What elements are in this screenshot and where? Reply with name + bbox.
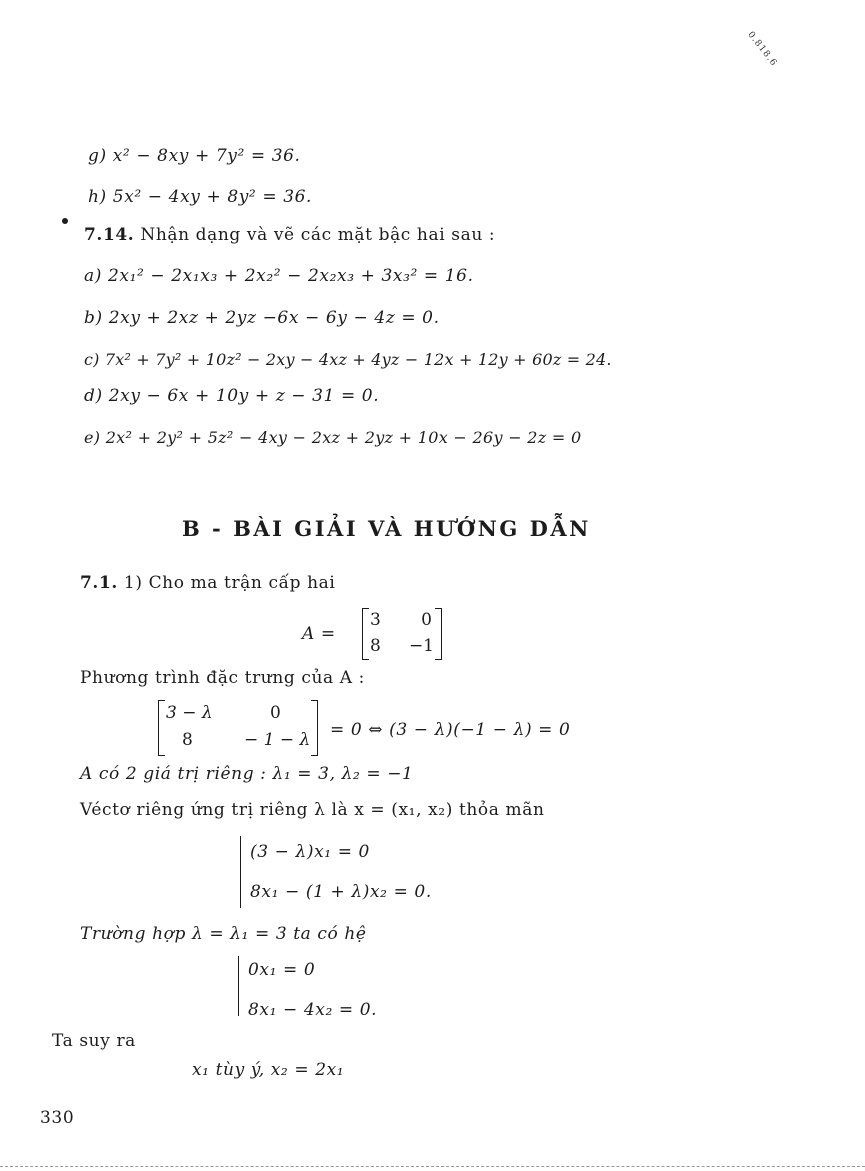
exercise-h: h) 5x² − 4xy + 8y² = 36. bbox=[88, 187, 313, 207]
exercise-g: g) x² − 8xy + 7y² = 36. bbox=[88, 146, 301, 166]
matrix-a bbox=[362, 608, 442, 660]
library-stamp: 0.818.6 bbox=[745, 29, 779, 69]
exercise-7-14-b: b) 2xy + 2xz + 2yz −6x − 6y − 4z = 0. bbox=[84, 308, 440, 328]
solution-intro-text: 1) Cho ma trận cấp hai bbox=[123, 573, 336, 593]
char-eq-rhs: = 0 ⇔ (3 − λ)(−1 − λ) = 0 bbox=[330, 720, 571, 740]
right-bracket bbox=[435, 608, 442, 660]
char-eq-intro: Phương trình đặc trưng của A : bbox=[80, 668, 366, 688]
exercise-7-14-d: d) 2xy − 6x + 10y + z − 31 = 0. bbox=[84, 386, 380, 406]
case-intro: Trường hợp λ = λ₁ = 3 ta có hệ bbox=[80, 924, 367, 944]
right-bracket bbox=[311, 700, 318, 756]
section-heading: B - BÀI GIẢI VÀ HƯỚNG DẪN bbox=[182, 516, 591, 541]
matrix-cell: 3 − λ bbox=[166, 703, 213, 723]
exercise-number: 7.14. bbox=[84, 225, 135, 245]
left-bracket bbox=[362, 608, 369, 660]
exercise-7-14-e: e) 2x² + 2y² + 5z² − 4xy − 2xz + 2yz + 10x − 26y − 2z = 0 bbox=[84, 428, 582, 447]
solution-7-1-intro bbox=[80, 573, 335, 593]
exercise-7-14-c: c) 7x² + 7y² + 10z² − 2xy − 4xz + 4yz − 12x + 12y + 60z = 24. bbox=[84, 350, 612, 369]
conclusion-label: Ta suy ra bbox=[52, 1031, 136, 1051]
system-brace bbox=[240, 836, 241, 908]
matrix-cell: 0 bbox=[421, 610, 432, 630]
matrix-cell: 8 bbox=[182, 730, 193, 750]
exercise-title: Nhận dạng và vẽ các mặt bậc hai sau : bbox=[140, 225, 496, 245]
eigenvalues-line: A có 2 giá trị riêng : λ₁ = 3, λ₂ = −1 bbox=[80, 764, 414, 784]
system-brace bbox=[238, 956, 239, 1016]
system1-eq2: 8x₁ − (1 + λ)x₂ = 0. bbox=[250, 882, 432, 902]
matrix-label: A = bbox=[302, 624, 336, 644]
conclusion-result: x₁ tùy ý, x₂ = 2x₁ bbox=[192, 1060, 345, 1080]
page-edge bbox=[0, 1166, 865, 1167]
char-matrix bbox=[158, 700, 318, 756]
system1-eq1: (3 − λ)x₁ = 0 bbox=[250, 842, 370, 862]
matrix-cell: 3 bbox=[370, 610, 381, 630]
exercise-7-14-a: a) 2x₁² − 2x₁x₃ + 2x₂² − 2x₂x₃ + 3x₃² = 16. bbox=[84, 266, 474, 286]
matrix-cell: 8 bbox=[370, 636, 381, 656]
system2-eq1: 0x₁ = 0 bbox=[248, 960, 316, 980]
matrix-cell: −1 bbox=[408, 636, 434, 656]
eigenvector-intro: Véctơ riêng ứng trị riêng λ là x = (x₁, x₂) thỏa mãn bbox=[80, 800, 545, 820]
page-number: 330 bbox=[40, 1108, 75, 1128]
system2-eq2: 8x₁ − 4x₂ = 0. bbox=[248, 1000, 378, 1020]
solution-number: 7.1. bbox=[80, 573, 118, 593]
left-bracket bbox=[158, 700, 165, 756]
matrix-cell: − 1 − λ bbox=[244, 730, 311, 750]
exercise-7-14-heading bbox=[84, 225, 495, 245]
matrix-cell: 0 bbox=[270, 703, 281, 723]
bullet-dot bbox=[62, 218, 68, 224]
